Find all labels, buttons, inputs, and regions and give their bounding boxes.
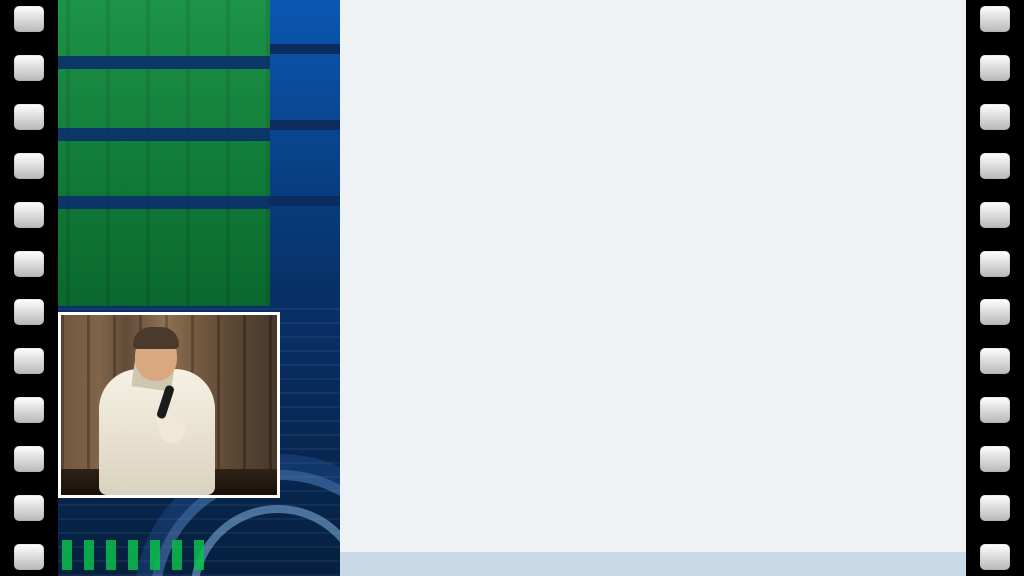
film-perforation	[14, 544, 44, 570]
studio-green-wall	[30, 0, 270, 306]
film-perforation	[14, 397, 44, 423]
film-perforation	[980, 397, 1010, 423]
film-perforation	[14, 446, 44, 472]
film-perforation	[14, 299, 44, 325]
wall-band-lower	[30, 196, 270, 209]
film-perforation	[14, 202, 44, 228]
film-perforation	[980, 153, 1010, 179]
film-perforation	[980, 6, 1010, 32]
film-perforation	[980, 446, 1010, 472]
film-perforation	[980, 544, 1010, 570]
film-strip-left	[0, 0, 58, 576]
film-perforation	[14, 348, 44, 374]
film-perforation	[980, 251, 1010, 277]
speaker-hair	[133, 327, 179, 349]
slide-pane	[340, 0, 968, 576]
speaker-video-inset[interactable]	[58, 312, 280, 498]
film-perforation	[14, 251, 44, 277]
desk-green-accents	[62, 540, 212, 570]
film-perforation	[14, 495, 44, 521]
panel-stripe	[270, 196, 340, 206]
slide-pane-footer	[340, 552, 968, 576]
panel-stripe	[270, 44, 340, 54]
film-perforation	[14, 104, 44, 130]
panel-stripe	[270, 120, 340, 130]
wall-band-top	[30, 56, 270, 69]
film-perforation	[980, 299, 1010, 325]
film-perforation	[14, 55, 44, 81]
studio-right-panel	[270, 0, 340, 306]
film-strip-right	[966, 0, 1024, 576]
film-perforation	[980, 348, 1010, 374]
film-perforation	[14, 6, 44, 32]
film-perforation	[980, 55, 1010, 81]
film-perforation	[980, 202, 1010, 228]
film-perforation	[14, 153, 44, 179]
film-perforation	[980, 495, 1010, 521]
film-perforation	[980, 104, 1010, 130]
wall-band-middle	[30, 128, 270, 141]
